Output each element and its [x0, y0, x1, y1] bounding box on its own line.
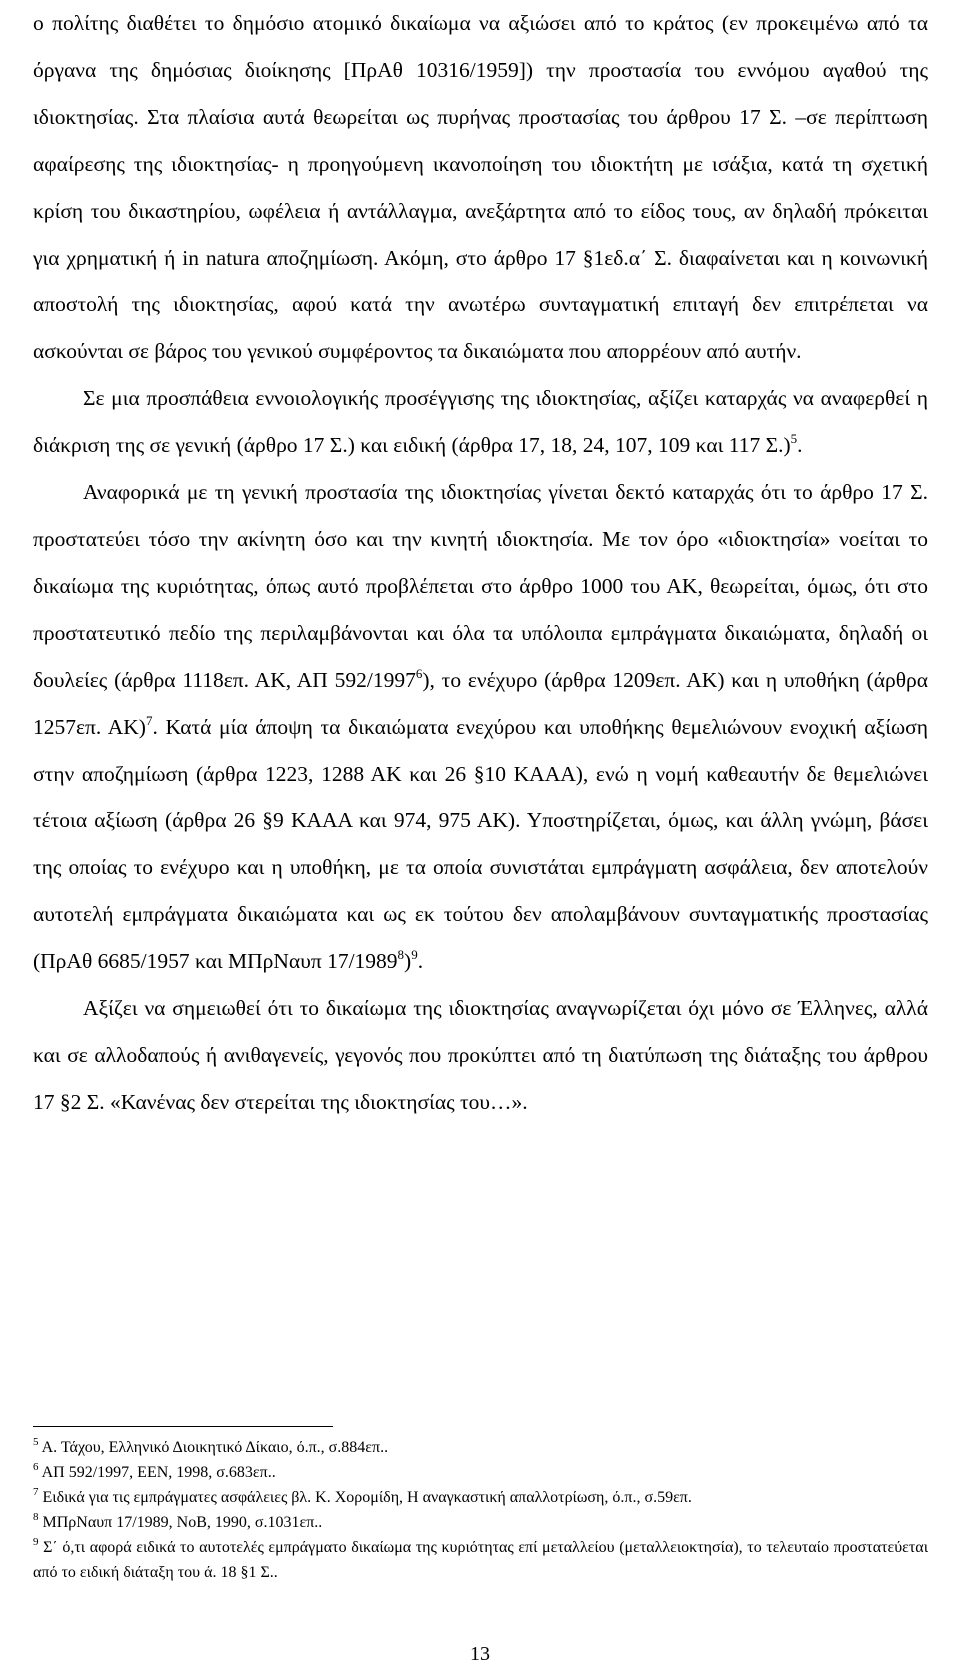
footnote-reference[interactable]: 5	[790, 431, 798, 447]
paragraph-text: . Κατά μία άποψη τα δικαιώματα ενεχύρου και υποθήκης θεμελιώνουν ενοχική αξίωση στην αποζημίωση (άρθρα 1223, 1288 ΑΚ και 26 §10 ΚΑΑΑ), ενώ η νομή καθεαυτήν δε θεμελιώνει τέτοια αξίωση (άρθρα 26 §9 ΚΑΑΑ και 974, 975 ΑΚ). Υποστηρίζεται, όμως, και άλλη γνώμη, βάσει της οποίας το ενέχυρο και η υποθήκη, με τα οποία συνιστάται εμπράγματη ασφάλεια, δεν αποτελούν αυτοτελή εμπράγματα δικαιώματα και ως εκ τούτου δεν απολαμβάνουν συνταγματικής προστασίας (ΠρΑθ 6685/1957 και ΜΠρΝαυπ 17/1989	[33, 714, 928, 974]
footnote	[33, 1460, 928, 1485]
paragraph	[33, 469, 928, 985]
footnote-number: 8	[33, 1511, 39, 1523]
footnote-text: Ειδικά για τις εμπράγματες ασφάλειες βλ. Κ. Χορομίδη, Η αναγκαστική απαλλοτρίωση, ό.π., σ.59επ.	[38, 1489, 692, 1506]
footnote-text: ΜΠρΝαυπ 17/1989, ΝοΒ, 1990, σ.1031επ..	[38, 1514, 323, 1531]
footnote-text: Σ΄ ό,τι αφορά ειδικά το αυτοτελές εμπράγματο δικαίωμα της κυριότητας επί μεταλλείου (μεταλλειοκτησία), το τελευταίο προστατεύεται από το ειδική διάταξη του ά. 18 §1 Σ..	[33, 1539, 928, 1581]
paragraph-text: ), το ενέχυρο (άρθρα 1209επ. ΑΚ) και η υποθήκη (άρθρα 1257επ. ΑΚ)	[33, 667, 929, 739]
footnote-reference[interactable]: 7	[145, 712, 153, 728]
page-number: 13	[470, 1643, 490, 1665]
paragraph-text: Αξίζει να σημειωθεί ότι το δικαίωμα της ιδιοκτησίας αναγνωρίζεται όχι μόνο σε Έλληνες, αλλά και σε αλλοδαπούς ή ανιθαγενείς, γεγονός που προκύπτει από τη διατύπωση της διάταξης του άρθρου 17 §2 Σ. «Κανένας δεν στερείται της ιδιοκτησίας του…».	[33, 996, 928, 1114]
paragraph	[33, 0, 928, 375]
footnote-number: 5	[33, 1436, 39, 1448]
footnote-reference[interactable]: 8	[397, 947, 405, 963]
footnote-text: Α. Τάχου, Ελληνικό Διοικητικό Δίκαιο, ό.π., σ.884επ..	[38, 1439, 389, 1456]
footnote-text: ΑΠ 592/1997, ΕΕΝ, 1998, σ.683επ..	[38, 1464, 276, 1481]
footnote-separator	[33, 1426, 333, 1427]
footnote-number: 6	[33, 1461, 39, 1473]
footnote	[33, 1510, 928, 1535]
paragraph-text: )	[404, 949, 412, 974]
footnote-number: 9	[33, 1536, 39, 1548]
paragraph-text: ο πολίτης διαθέτει το δημόσιο ατομικό δικαίωμα να αξιώσει από το κράτος (εν προκειμένω από τα όργανα της δημόσιας διοίκησης [ΠρΑθ 10316/1959]) την προστασία του εννόμου αγαθού της ιδιοκτησίας. Στα πλαίσια αυτά θεωρείται ως πυρήνας προστασίας του άρθρου 17 Σ. –σε περίπτωση αφαίρεσης της ιδιοκτησίας- η προηγούμενη ικανοποίηση του ιδιοκτήτη με ισάξια, κατά τη σχετική κρίση του δικαστηρίου, ωφέλεια ή αντάλλαγμα, ανεξάρτητα από το είδος τους, αν δηλαδή πρόκειται για χρηματική ή in natura αποζημίωση. Ακόμη, στο άρθρο 17 §1εδ.α΄ Σ. διαφαίνεται και η κοινωνική αποστολή της ιδιοκτησίας, αφού κατά την ανωτέρω συνταγματική επιταγή δεν επιτρέπεται να ασκούνται σε βάρος του γενικού συμφέροντος τα δικαιώματα που απορρέουν από αυτήν.	[33, 11, 928, 364]
paragraph-text: Αναφορικά με τη γενική προστασία της ιδιοκτησίας γίνεται δεκτό καταρχάς ότι το άρθρο 17 Σ. προστατεύει τόσο την ακίνητη όσο και την κινητή ιδιοκτησία. Με τον όρο «ιδιοκτησία» νοείται το δικαίωμα της κυριότητας, όπως αυτό προβλέπεται στο άρθρο 1000 του ΑΚ, θεωρείται, όμως, ότι στο προστατευτικό πεδίο της περιλαμβάνονται και όλα τα υπόλοιπα εμπράγματα δικαιώματα, δηλαδή οι δουλείες (άρθρα 1118επ. ΑΚ, ΑΠ 592/1997	[33, 480, 928, 692]
footnotes	[33, 1435, 928, 1585]
body-text	[33, 0, 928, 1126]
footnote-number: 7	[33, 1486, 39, 1498]
paragraph	[33, 985, 928, 1126]
paragraph	[33, 375, 928, 469]
paragraph-text: Σε μια προσπάθεια εννοιολογικής προσέγγισης της ιδιοκτησίας, αξίζει καταρχάς να αναφερθεί η διάκριση της σε γενική (άρθρο 17 Σ.) και ειδική (άρθρα 17, 18, 24, 107, 109 και 117 Σ.)	[33, 386, 928, 458]
paragraph-text: .	[417, 949, 424, 974]
footnote	[33, 1485, 928, 1510]
footnote-reference[interactable]: 6	[415, 665, 423, 681]
footnote	[33, 1435, 928, 1460]
footnote	[33, 1535, 928, 1585]
footnote-reference[interactable]: 9	[411, 947, 418, 963]
paragraph-text: .	[797, 433, 803, 458]
